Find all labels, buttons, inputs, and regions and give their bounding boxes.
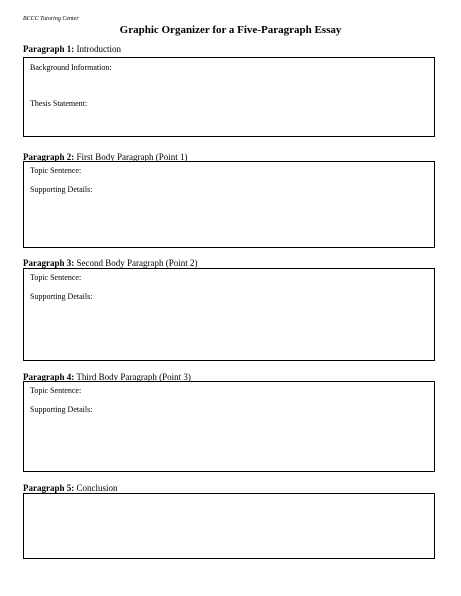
field-label-supporting-details: Supporting Details: [30, 185, 93, 194]
header-note: BCCC Tutoring Center [23, 16, 79, 22]
section-name: Second Body Paragraph (Point 2) [76, 258, 198, 268]
field-label-topic-sentence: Topic Sentence: [30, 273, 82, 282]
field-label-topic-sentence: Topic Sentence: [30, 386, 82, 395]
section-number: Paragraph 5: [23, 483, 75, 493]
field-label-thesis-statement: Thesis Statement: [30, 99, 88, 108]
field-label-topic-sentence: Topic Sentence: [30, 166, 82, 175]
section-heading-paragraph-5 [23, 483, 118, 493]
section-name: First Body Paragraph (Point 1) [76, 152, 188, 162]
answer-box-paragraph-5[interactable] [23, 493, 435, 559]
section-number: Paragraph 2: [23, 152, 75, 162]
answer-box-paragraph-4[interactable] [23, 381, 435, 472]
page-title: Graphic Organizer for a Five-Paragraph Essay [119, 24, 342, 36]
section-name: Introduction [76, 44, 121, 54]
answer-box-paragraph-2[interactable] [23, 161, 435, 248]
field-label-background-information: Background Information: [30, 63, 112, 72]
field-label-supporting-details: Supporting Details: [30, 405, 93, 414]
section-heading-paragraph-3 [23, 258, 197, 268]
answer-box-paragraph-1[interactable] [23, 57, 435, 137]
section-name: Third Body Paragraph (Point 3) [76, 372, 191, 382]
section-name: Conclusion [76, 483, 118, 493]
answer-box-paragraph-3[interactable] [23, 268, 435, 361]
field-label-supporting-details: Supporting Details: [30, 292, 93, 301]
section-number: Paragraph 4: [23, 372, 75, 382]
section-number: Paragraph 1: [23, 44, 75, 54]
section-number: Paragraph 3: [23, 258, 75, 268]
section-heading-paragraph-1 [23, 44, 121, 54]
